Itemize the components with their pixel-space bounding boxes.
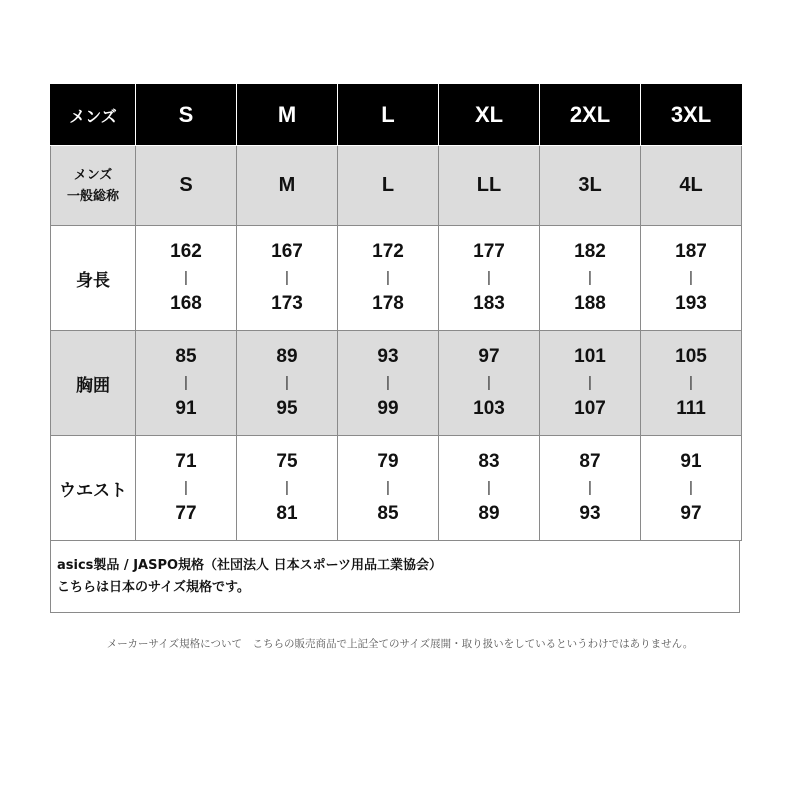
range-min-value: 101 bbox=[574, 346, 606, 367]
range-separator: | bbox=[588, 479, 592, 496]
header-size: 3XL bbox=[670, 102, 712, 127]
measure-label: 胸囲 bbox=[76, 375, 110, 396]
footnote-disclaimer: メーカーサイズ規格について こちらの販売商品で上記全てのサイズ展開・取り扱いをしているというわけではありません。 bbox=[106, 638, 694, 650]
measure-label: 身長 bbox=[76, 270, 110, 291]
range-separator: | bbox=[588, 374, 592, 391]
header-size-cell bbox=[540, 85, 641, 146]
general-size: LL bbox=[476, 174, 502, 196]
header-size: XL bbox=[474, 102, 504, 127]
general-size-cell bbox=[540, 146, 641, 226]
range-min-value: 162 bbox=[170, 241, 202, 262]
range-separator: | bbox=[184, 479, 188, 496]
note-line-japan-size: こちらは日本のサイズ規格です。 bbox=[57, 580, 250, 595]
range-min-value: 71 bbox=[175, 451, 197, 472]
measure-range-cell bbox=[540, 226, 641, 331]
header-size-cell bbox=[641, 85, 742, 146]
range-max-value: 107 bbox=[574, 398, 606, 419]
chest-row bbox=[51, 331, 742, 436]
general-label-cell bbox=[51, 146, 136, 226]
measure-label-cell bbox=[51, 226, 136, 331]
range-min-value: 83 bbox=[478, 451, 500, 472]
range-max-value: 188 bbox=[574, 293, 606, 314]
range-separator: | bbox=[184, 374, 188, 391]
header-size-cell bbox=[136, 85, 237, 146]
range-min-value: 75 bbox=[276, 451, 298, 472]
range-min-value: 91 bbox=[680, 451, 702, 472]
range-min-value: 85 bbox=[175, 346, 197, 367]
measure-range-cell bbox=[237, 226, 338, 331]
range-separator: | bbox=[285, 374, 289, 391]
range-max-value: 93 bbox=[579, 503, 601, 524]
range-separator: | bbox=[285, 269, 289, 286]
notes-box bbox=[50, 541, 740, 613]
measure-range-cell bbox=[338, 331, 439, 436]
range-separator: | bbox=[487, 269, 491, 286]
measure-range-cell bbox=[641, 331, 742, 436]
header-label-cell bbox=[51, 85, 136, 146]
measure-range-cell bbox=[338, 436, 439, 541]
header-size-cell bbox=[338, 85, 439, 146]
range-separator: | bbox=[184, 269, 188, 286]
general-size-cell bbox=[439, 146, 540, 226]
range-max-value: 99 bbox=[377, 398, 399, 419]
range-min-value: 182 bbox=[574, 241, 606, 262]
range-min-value: 105 bbox=[675, 346, 707, 367]
range-separator: | bbox=[285, 479, 289, 496]
range-min-value: 79 bbox=[377, 451, 399, 472]
range-separator: | bbox=[487, 374, 491, 391]
header-size: L bbox=[381, 102, 395, 127]
range-max-value: 95 bbox=[276, 398, 298, 419]
range-separator: | bbox=[588, 269, 592, 286]
range-max-value: 91 bbox=[175, 398, 197, 419]
measure-range-cell bbox=[641, 226, 742, 331]
range-min-value: 89 bbox=[276, 346, 298, 367]
header-row bbox=[51, 85, 742, 146]
general-label-line1: メンズ bbox=[73, 167, 113, 183]
range-min-value: 172 bbox=[372, 241, 404, 262]
range-max-value: 77 bbox=[175, 503, 197, 524]
measure-range-cell bbox=[439, 331, 540, 436]
range-max-value: 81 bbox=[276, 503, 298, 524]
note-line-standard: asics製品 / JASPO規格（社団法人 日本スポーツ用品工業協会） bbox=[57, 558, 443, 573]
measure-range-cell bbox=[136, 331, 237, 436]
range-max-value: 178 bbox=[372, 293, 404, 314]
range-max-value: 111 bbox=[676, 398, 706, 419]
size-chart-table bbox=[50, 84, 742, 541]
measure-range-cell bbox=[237, 331, 338, 436]
range-max-value: 173 bbox=[271, 293, 303, 314]
general-size-cell bbox=[641, 146, 742, 226]
range-separator: | bbox=[689, 269, 693, 286]
range-separator: | bbox=[689, 374, 693, 391]
general-size-row bbox=[51, 146, 742, 226]
range-max-value: 168 bbox=[170, 293, 202, 314]
range-min-value: 87 bbox=[579, 451, 601, 472]
header-label: メンズ bbox=[69, 106, 117, 126]
range-min-value: 177 bbox=[473, 241, 505, 262]
range-separator: | bbox=[487, 479, 491, 496]
range-max-value: 183 bbox=[473, 293, 505, 314]
range-max-value: 89 bbox=[478, 503, 500, 524]
range-max-value: 193 bbox=[675, 293, 707, 314]
range-max-value: 85 bbox=[377, 503, 399, 524]
measure-range-cell bbox=[136, 436, 237, 541]
range-min-value: 167 bbox=[271, 241, 303, 262]
measure-range-cell bbox=[540, 436, 641, 541]
range-separator: | bbox=[386, 479, 390, 496]
range-separator: | bbox=[386, 374, 390, 391]
general-size: 4L bbox=[679, 174, 703, 196]
measure-range-cell bbox=[439, 436, 540, 541]
general-size-cell bbox=[338, 146, 439, 226]
waist-row bbox=[51, 436, 742, 541]
measure-range-cell bbox=[338, 226, 439, 331]
general-size-cell bbox=[136, 146, 237, 226]
header-size-cell bbox=[439, 85, 540, 146]
measure-label-cell bbox=[51, 436, 136, 541]
general-label-line2: 一般総称 bbox=[66, 188, 119, 204]
header-size: S bbox=[178, 102, 194, 127]
measure-range-cell bbox=[237, 436, 338, 541]
general-size-cell bbox=[237, 146, 338, 226]
range-min-value: 93 bbox=[377, 346, 399, 367]
measure-range-cell bbox=[439, 226, 540, 331]
header-size: M bbox=[277, 102, 297, 127]
measure-range-cell bbox=[641, 436, 742, 541]
range-min-value: 187 bbox=[675, 241, 707, 262]
header-size-cell bbox=[237, 85, 338, 146]
measure-label-cell bbox=[51, 331, 136, 436]
general-size: S bbox=[179, 174, 193, 196]
measure-range-cell bbox=[136, 226, 237, 331]
measure-label: ウエスト bbox=[59, 480, 127, 501]
range-separator: | bbox=[689, 479, 693, 496]
range-min-value: 97 bbox=[478, 346, 500, 367]
general-size: 3L bbox=[578, 174, 602, 196]
range-max-value: 97 bbox=[680, 503, 702, 524]
range-max-value: 103 bbox=[473, 398, 505, 419]
height-row bbox=[51, 226, 742, 331]
general-size: L bbox=[381, 174, 395, 196]
general-size: M bbox=[278, 174, 296, 196]
header-size: 2XL bbox=[569, 102, 611, 127]
range-separator: | bbox=[386, 269, 390, 286]
measure-range-cell bbox=[540, 331, 641, 436]
